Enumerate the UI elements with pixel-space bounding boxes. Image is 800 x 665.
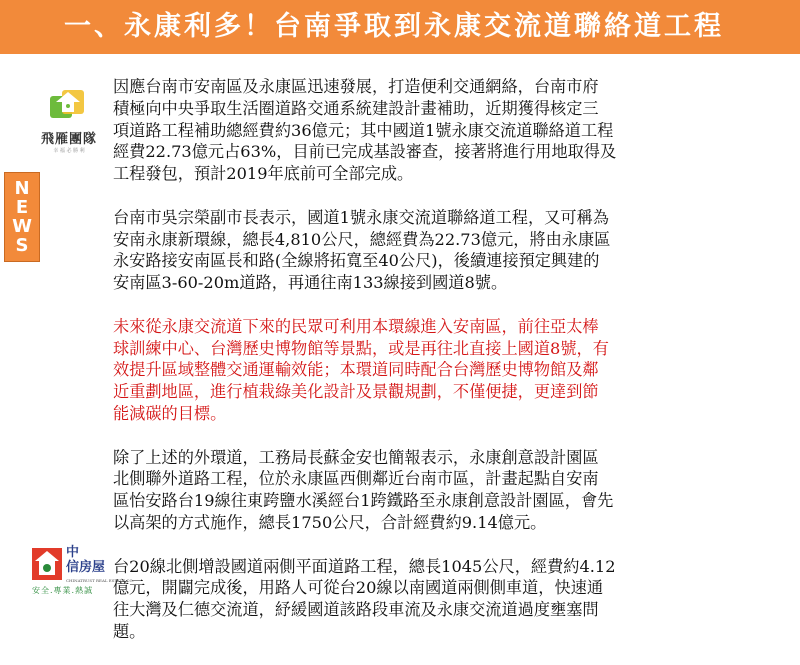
chinatrust-logo-slogan: 安全.專業.熱誠 [32,586,94,595]
news-letter: N [14,178,30,199]
text-line: 積極向中央爭取生活圈道路交通系統建設計畫補助，近期獲得核定三 [113,98,599,118]
paragraph-5 [113,556,793,643]
chinatrust-house-icon [30,544,64,582]
text-line: 台20線北側增設國道兩側平面道路工程，總長1045公尺，經費約4.12 [113,556,616,576]
house-logo-icon [44,84,92,126]
text-line: 工程發包，預計2019年底前可全部完成。 [113,164,414,184]
text-line: 往大灣及仁德交流道，紓緩國道該路段車流及永康交流道過度壅塞問 [113,600,599,620]
text-line: 未來從永康交流道下來的民眾可利用本環線進入安南區，前往亞太棒 [113,316,599,336]
paragraph-2 [113,207,793,294]
team-logo-slogan: 幸 福 必 勝 利 [53,148,85,154]
chinatrust-logo-english: CHINATRUST REAL ESTATE CO. [66,578,134,583]
article-body [113,76,793,665]
text-line: 區怡安路台19線往東跨鹽水溪經台1跨鐵路至永康創意設計園區，會先 [113,491,614,511]
text-line: 近重劃地區，進行植栽綠美化設計及景觀規劃，不僅便捷，更達到節 [113,382,599,402]
text-line: 因應台南市安南區及永康區迅速發展，打造便利交通網絡，台南市府 [113,77,599,96]
text-line: 億元，開闢完成後，用路人可從台20線以南國道兩側側車道，快速通 [113,578,604,598]
text-line: 除了上述的外環道，工務局長蘇金安也簡報表示，永康創意設計園區 [113,447,599,467]
text-line: 效提升區域整體交通運輸效能；本環道同時配合台灣歷史博物館及鄰 [113,360,599,380]
news-tab [4,172,40,262]
text-line: 能減碳的目標。 [113,403,227,423]
chinatrust-logo-name: 中 信房屋 [66,545,106,575]
news-label [5,179,39,255]
paragraph-3-highlight [113,316,793,425]
page-title: 一、永康利多！台南爭取到永康交流道聯絡道工程 [64,11,724,42]
text-line: 球訓練中心、台灣歷史博物館等景點，或是再往北直接上國道8號，有 [113,338,609,358]
text-line: 永安路接安南區長和路(全線將拓寬至40公尺)，後續連接預定興建的 [113,251,600,271]
text-line: 北側聯外道路工程，位於永康區西側鄰近台南市區，計畫起點自安南 [113,469,599,489]
news-letter: E [15,197,29,218]
chinatrust-logo [30,544,134,595]
text-line: 經費22.73億元占63%，目前已完成基設審查，接著將進行用地取得及 [113,142,617,162]
text-line: 項道路工程補助總經費約36億元；其中國道1號永康交流道聯絡道工程 [113,120,614,140]
text-line: 安南區3-60-20m道路，再通往南133線接到國道8號。 [113,273,508,293]
news-letter: S [15,235,29,256]
paragraph-1 [113,76,793,185]
text-line: 以高架的方式施作，總長1750公尺，合計經費約9.14億元。 [113,512,547,532]
team-logo [30,84,108,160]
paragraph-4 [113,447,793,534]
team-logo-name: 飛雁團隊 [40,132,97,147]
text-line: 安南永康新環線，總長4,810公尺，總經費為22.73億元，將由永康區 [113,229,611,249]
text-line: 題。 [113,621,146,641]
news-letter: W [12,216,32,237]
text-line: 台南市吳宗榮副市長表示，國道1號永康交流道聯絡道工程，又可稱為 [113,207,609,227]
title-bar [0,0,800,54]
